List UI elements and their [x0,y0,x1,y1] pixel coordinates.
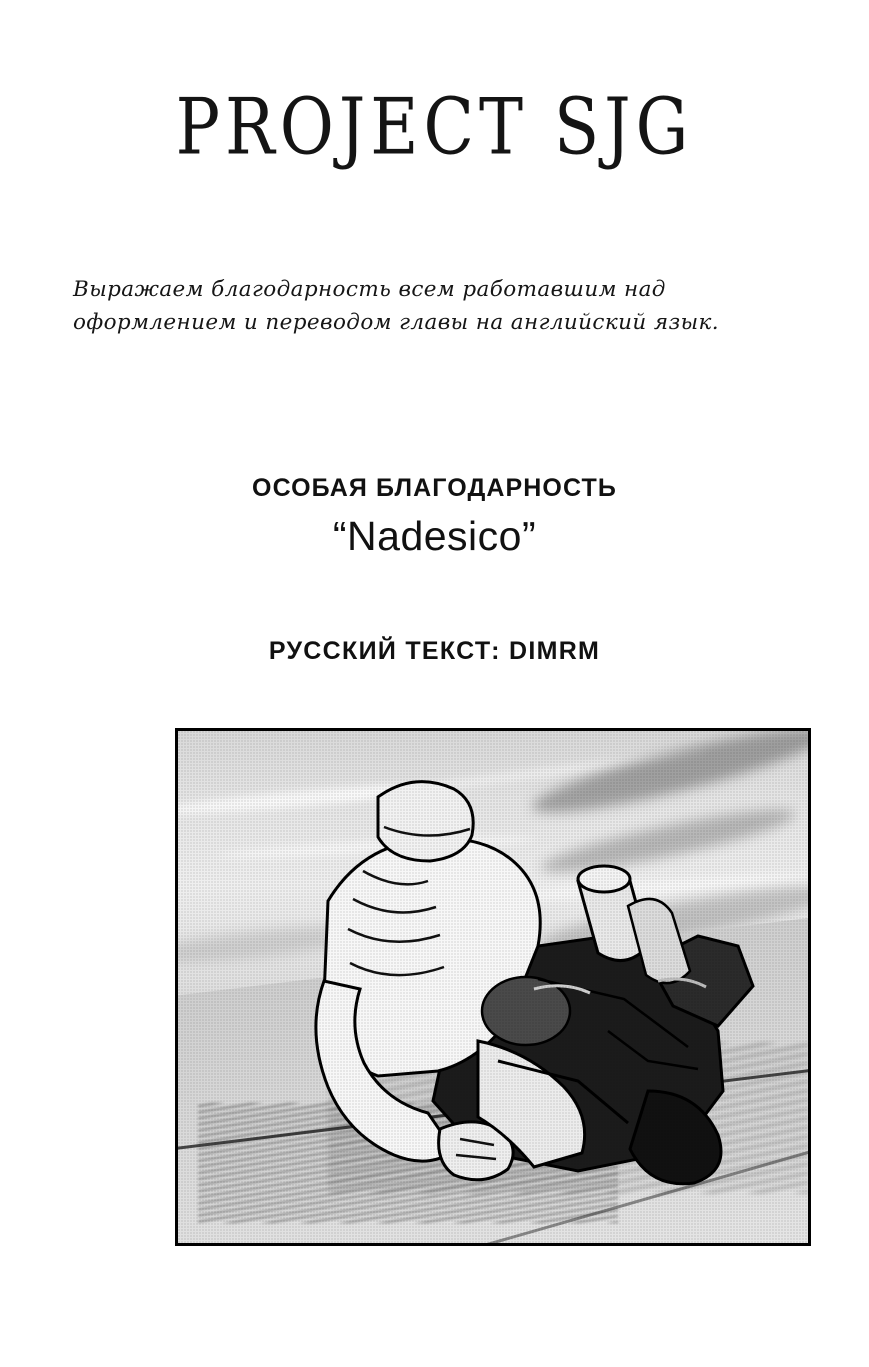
special-thanks-name: “Nadesico” [332,513,537,559]
illustration-panel [175,728,811,1246]
illustration-canvas [178,731,808,1243]
motorcycle-rider-icon [178,731,808,1243]
credit-paragraph: Выражаем благодарность всем работавшим над оформлением и переводом главы на английский язык. [73,277,719,336]
translator-credit: РУССКИЙ ТЕКСТ: DIMRM [268,637,601,665]
page-title: PROJECT SJG [175,81,694,173]
special-thanks-label: ОСОБАЯ БЛАГОДАРНОСТЬ [252,474,617,502]
